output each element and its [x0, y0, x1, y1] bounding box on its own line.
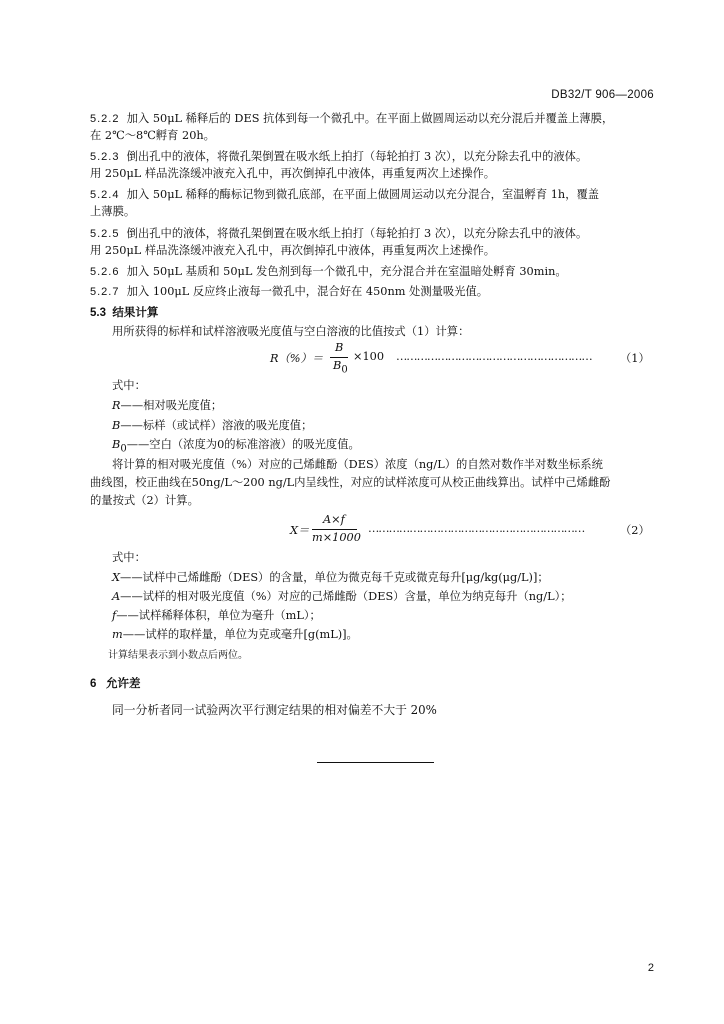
- step-number: 5.2.3: [90, 151, 120, 163]
- section-title: 结果计算: [112, 307, 159, 319]
- formula-2-leader-dots: ………………………………………………………: [368, 522, 585, 535]
- formula-1-fraction-bar: [330, 357, 348, 358]
- formula-1-leader-dots: …………………………………………………: [396, 350, 592, 363]
- definition-text: ——试样稀释体积，单位为毫升（mL）；: [116, 609, 321, 622]
- formula-1-equation-number: （1）: [620, 352, 650, 365]
- denominator-symbol: B: [333, 359, 342, 372]
- formula-2-denominator: m×1000: [312, 531, 361, 544]
- step-text: 加入 100μL 反应终止液每一微孔中，混合好在 450nm 处测量吸光值。: [126, 285, 489, 298]
- end-rule: [317, 762, 434, 763]
- step-text: 加入 50μL 基质和 50μL 发色剂到每一个微孔中，充分混合并在室温暗处孵育 30min。: [126, 265, 567, 278]
- formula-1-rhs: ×100: [353, 350, 385, 363]
- definition-symbol: m: [112, 628, 123, 641]
- step-text: 倒出孔中的液体，将微孔架倒置在吸水纸上拍打（每轮拍打 3 次），以充分除去孔中的液体。: [126, 150, 588, 163]
- section-number: 5.3: [90, 307, 106, 319]
- where-label-1: 式中：: [112, 379, 146, 392]
- formula-2-fraction-bar: [312, 529, 357, 530]
- definition-symbol: R: [112, 399, 121, 412]
- rounding-note: 计算结果表示到小数点后两位。: [108, 650, 248, 661]
- definition-symbol: B: [112, 419, 121, 432]
- step-5-2-3-cont: 用 250μL 样品洗涤缓冲液充入孔中，再次倒掉孔中液体，再重复两次上述操作。: [90, 167, 496, 180]
- definition-m: [112, 627, 358, 643]
- where-label-2: 式中：: [112, 551, 146, 564]
- step-number: 5.2.4: [90, 189, 120, 201]
- paragraph-calculation-line-2: 曲线图，校正曲线在50ng/L～200 ng/L内呈线性，对应的试样浓度可从校正曲线算出。试样中己烯雌酚: [90, 476, 611, 489]
- definition-X: [112, 570, 549, 586]
- definition-text: ——空白（浓度为0的标准溶液）的吸光度值。: [126, 438, 360, 451]
- step-5-2-7: [90, 284, 488, 300]
- definition-f: [112, 608, 321, 624]
- standard-number: DB32/T 906—2006: [551, 89, 654, 101]
- formula-1-denominator: [333, 359, 348, 375]
- section-6-heading: [90, 675, 141, 691]
- definition-text: ——相对吸光度值；: [120, 399, 223, 412]
- step-number: 5.2.5: [90, 228, 120, 240]
- paragraph-calculation-line-3: 的量按式（2）计算。: [90, 494, 199, 507]
- formula-1-numerator: B: [335, 341, 344, 354]
- section-5-3-heading: [90, 304, 158, 320]
- formula-2-equation-number: （2）: [620, 524, 650, 537]
- section-6-text: 同一分析者同一试验两次平行测定结果的相对偏差不大于 20%: [112, 703, 437, 717]
- step-number: 5.2.7: [90, 286, 120, 298]
- definition-R: [112, 398, 222, 414]
- section-5-3-intro: 用所获得的标样和试样溶液吸光度值与空白溶液的比值按式（1）计算：: [112, 325, 470, 338]
- definition-text: ——试样中己烯雌酚（DES）的含量，单位为微克每千克或微克每升[μg/kg(μg/L)]；: [120, 571, 549, 584]
- step-text: 倒出孔中的液体，将微孔架倒置在吸水纸上拍打（每轮拍打 3 次），以充分除去孔中的液体。: [126, 227, 588, 240]
- formula-2-numerator: A×f: [323, 513, 345, 526]
- definition-B: [112, 418, 312, 434]
- definition-symbol: B: [112, 438, 121, 451]
- step-number: 5.2.6: [90, 266, 120, 278]
- formula-1-lhs: R（%）＝: [270, 352, 324, 365]
- definition-B0: [112, 437, 360, 457]
- step-text: 加入 50μL 稀释的酶标记物到微孔底部，在平面上做圆周运动以充分混合，室温孵育 1h，覆盖: [126, 188, 600, 201]
- denominator-subscript: 0: [341, 364, 348, 376]
- definition-subscript: 0: [120, 443, 127, 455]
- step-5-2-4-cont: 上薄膜。: [90, 205, 136, 218]
- definition-text: ——标样（或试样）溶液的吸光度值；: [120, 419, 313, 432]
- step-5-2-6: [90, 264, 567, 280]
- formula-2-lhs: X＝: [290, 524, 310, 537]
- page-number: 2: [647, 962, 654, 974]
- step-5-2-4: [90, 187, 599, 203]
- step-5-2-2: [90, 111, 613, 127]
- definition-text: ——试样的相对吸光度值（%）对应的己烯雌酚（DES）含量，单位为纳克每升（ng/L）；: [120, 590, 572, 603]
- section-number: 6: [90, 678, 97, 690]
- step-5-2-5: [90, 226, 587, 242]
- step-5-2-2-cont: 在 2℃～8℃孵育 20h。: [90, 129, 215, 142]
- step-5-2-3: [90, 149, 587, 165]
- step-text: 加入 50μL 稀释后的 DES 抗体到每一个微孔中。在平面上做圆周运动以充分混后并覆盖上薄膜，: [126, 112, 614, 125]
- section-title: 允许差: [106, 678, 141, 690]
- definition-text: ——试样的取样量，单位为克或毫升[g(mL)]。: [122, 628, 358, 641]
- step-number: 5.2.2: [90, 113, 120, 125]
- paragraph-calculation-line-1: 将计算的相对吸光度值（%）对应的己烯雌酚（DES）浓度（ng/L）的自然对数作半对数坐标系统: [112, 458, 603, 471]
- definition-symbol: f: [112, 609, 117, 622]
- step-5-2-5-cont: 用 250μL 样品洗涤缓冲液充入孔中，再次倒掉孔中液体，再重复两次上述操作。: [90, 244, 496, 257]
- definition-symbol: A: [112, 590, 121, 603]
- definition-A: [112, 589, 572, 605]
- definition-symbol: X: [112, 571, 121, 584]
